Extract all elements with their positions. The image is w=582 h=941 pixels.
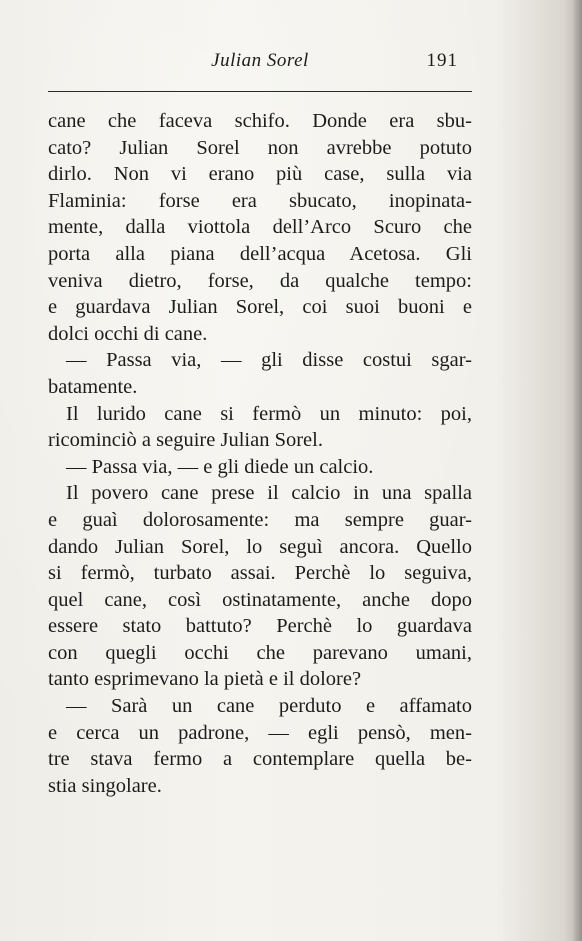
page-edge-shadow [572, 0, 582, 941]
text-line: veniva dietro, forse, da qualche tempo: [48, 269, 472, 292]
text-line: Flaminia: forse era sbucato, inopinata- [48, 189, 472, 212]
text-line: — Passa via, — gli disse costui sgar- [66, 349, 472, 372]
text-line: batamente. [48, 375, 138, 398]
text-line: dando Julian Sorel, lo seguì ancora. Quello [48, 535, 472, 558]
text-line: ricominciò a seguire Julian Sorel. [48, 429, 323, 452]
text-line: essere stato battuto? Perchè lo guardava [48, 615, 472, 638]
text-line: cato? Julian Sorel non avrebbe potuto [48, 136, 472, 159]
text-line: porta alla piana dell’acqua Acetosa. Gli [48, 242, 472, 265]
text-line: e guaì dolorosamente: ma sempre guar- [48, 508, 472, 531]
text-line: si fermò, turbato assai. Perchè lo seguiva, [48, 562, 472, 585]
text-line: cane che faceva schifo. Donde era sbu- [48, 110, 472, 132]
running-title: Julian Sorel [211, 50, 309, 71]
text-line: Il lurido cane si fermò un minuto: poi, [66, 402, 472, 425]
text-line: dolci occhi di cane. [48, 322, 208, 345]
body-text [48, 108, 472, 799]
text-line: e cerca un padrone, — egli pensò, men- [48, 721, 472, 744]
text-line: stia singolare. [48, 774, 162, 797]
text-line: dirlo. Non vi erano più case, sulla via [48, 163, 472, 186]
header-rule [48, 91, 472, 92]
text-line: — Sarà un cane perduto e affamato [66, 695, 472, 718]
page-number: 191 [426, 50, 458, 71]
running-head [48, 50, 472, 80]
text-line: — Passa via, — e gli diede un calcio. [66, 455, 374, 478]
text-line: con quegli occhi che parevano umani, [48, 641, 472, 664]
text-line: mente, dalla viottola dell’Arco Scuro che [48, 216, 472, 239]
text-line: tanto esprimevano la pietà e il dolore? [48, 668, 362, 691]
text-line: quel cane, così ostinatamente, anche dopo [48, 588, 472, 611]
text-line: tre stava fermo a contemplare quella be- [48, 748, 472, 771]
text-line: Il povero cane prese il calcio in una spalla [66, 482, 472, 505]
text-line: e guardava Julian Sorel, coi suoi buoni e [48, 296, 472, 319]
